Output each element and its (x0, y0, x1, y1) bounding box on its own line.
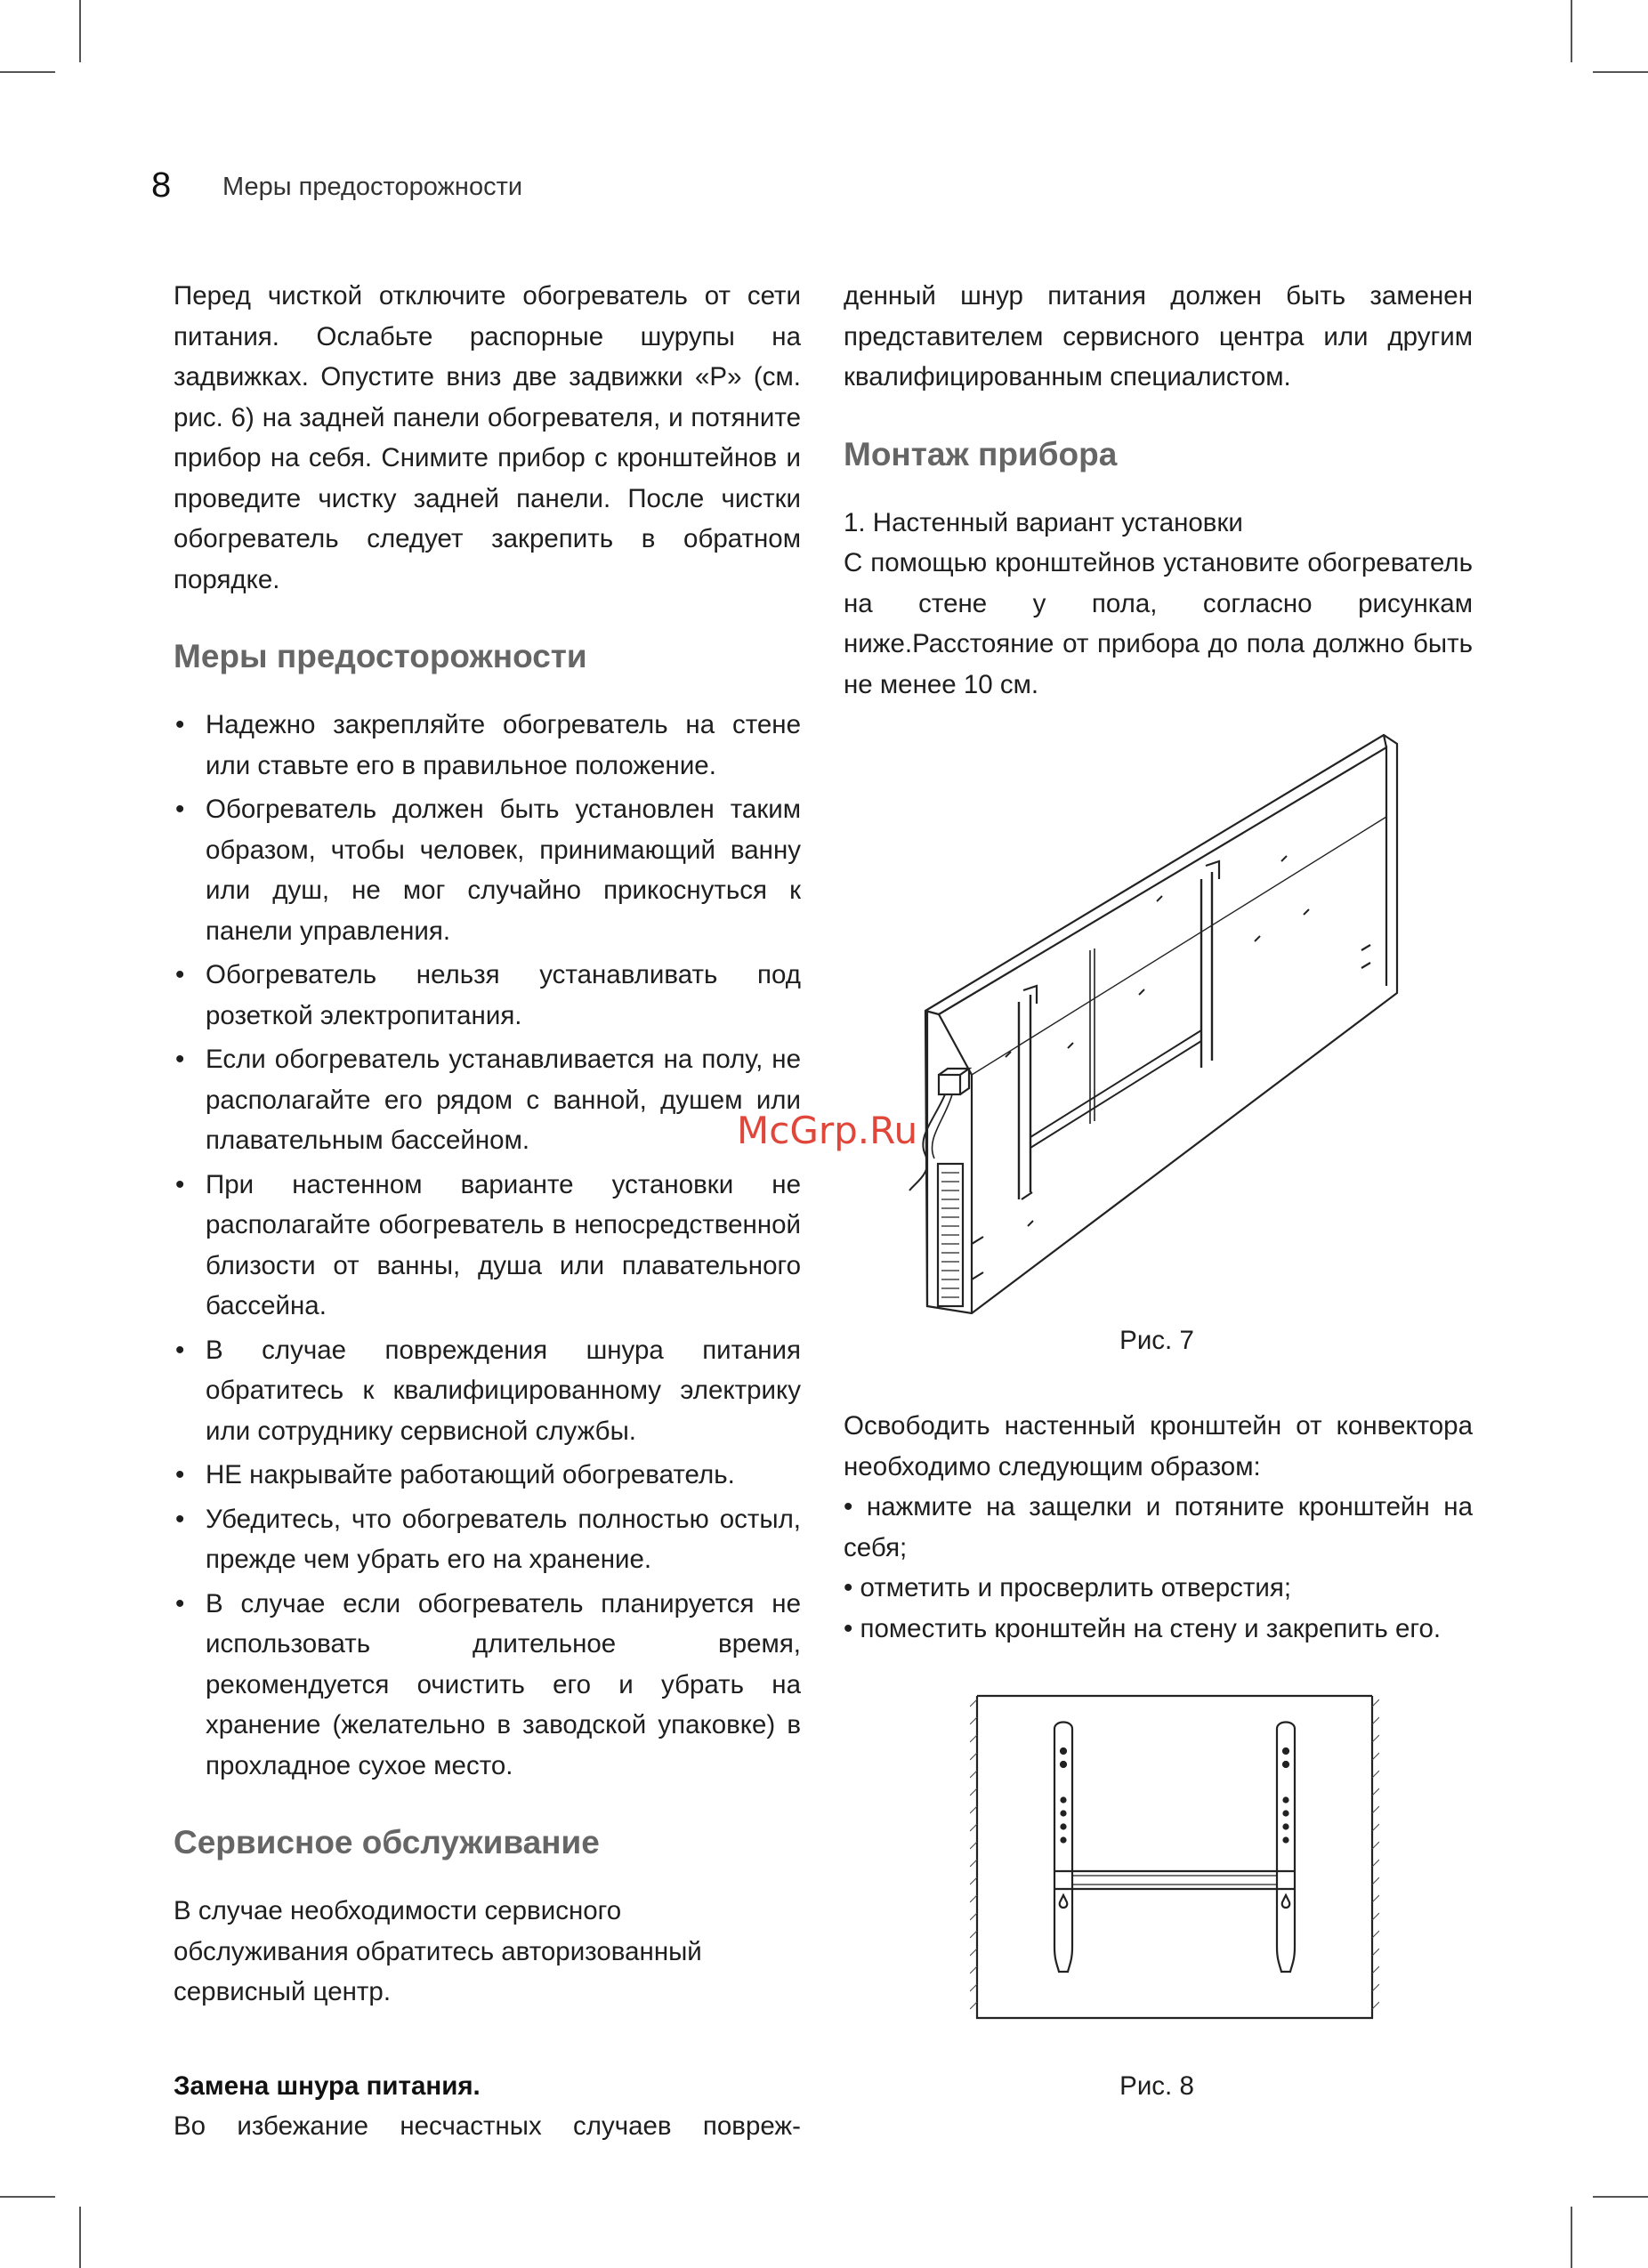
crop-mark (1571, 2207, 1572, 2268)
figure-7-caption: Рис. 7 (1119, 1326, 1194, 1355)
precautions-list (174, 705, 801, 1786)
list-item: • В случае если обогреватель планируется не использовать длительное время, рекомендуется очистить его и убрать на хранение (желательно в заводской упаковке) в прохладное сухое место. (174, 1584, 801, 1787)
crop-mark (79, 0, 81, 62)
list-item: • Обогреватель должен быть установлен таким образом, чтобы человек, принимающий ванну или душ, не мог случайно прикоснуться к панели управления. (174, 789, 801, 951)
crop-mark (79, 2207, 81, 2268)
crop-mark (0, 71, 55, 73)
release-step: • нажмите на защелки и потяните кронштейн на себя; (844, 1492, 1473, 1562)
heater-wall-mount-figure (899, 728, 1415, 1315)
release-paragraph: Освободить настенный кронштейн от конвектора необходимо следующим образом: (844, 1411, 1473, 1481)
crop-mark (0, 2196, 55, 2198)
service-heading: Сервисное обслуживание (174, 1824, 600, 1860)
cord-paragraph: Во избежание несчастных случаев повреж- (174, 2111, 801, 2141)
mount-heading: Монтаж прибора (844, 435, 1118, 472)
right-column (844, 276, 1473, 705)
cord-heading: Замена шнура питания. (174, 2070, 481, 2101)
release-step: • поместить кронштейн на стену и закрепить его. (844, 1613, 1442, 1643)
page-number: 8 (151, 165, 172, 205)
crop-mark (1571, 0, 1572, 62)
list-item: • В случае повреждения шнура питания обратитесь к квалифицированному электрику или сотруднику сервисной службы. (174, 1330, 801, 1452)
list-item: • Если обогреватель устанавливается на полу, не располагайте его рядом с ванной, душем или плавательным бассейном. (174, 1039, 801, 1161)
running-title: Меры предосторожности (222, 173, 523, 201)
watermark-text: McGrp.Ru (737, 1109, 918, 1152)
crop-mark (1593, 71, 1648, 73)
cord-paragraph-continued: денный шнур питания должен быть заменен представителем сервисного центра или другим квалифицированным специалистом. (844, 281, 1473, 391)
precautions-heading: Меры предосторожности (174, 638, 587, 674)
release-instructions (844, 1406, 1473, 1649)
crop-mark (1593, 2196, 1648, 2198)
mount-paragraph: С помощью кронштейнов установите обогреватель на стене у пола, согласно рисункам ниже.Расстояние от прибора до пола должно быть не менее 10 см. (844, 548, 1473, 699)
left-column (174, 276, 801, 2147)
release-step: • отметить и просверлить отверстия; (844, 1573, 1292, 1602)
mount-subheading: 1. Настенный вариант установки (844, 507, 1243, 537)
cleaning-paragraph: Перед чисткой отключите обогреватель от сети питания. Ослабьте распорные шурупы на задвижках. Опустите вниз две задвижки «P» (см. рис. 6) на задней панели обогревателя, и потяните прибор на себя. Снимите прибор с кронштейнов и проведите чистку задней панели. После чистки обогреватель следует закрепить в обратном порядке. (174, 281, 801, 594)
figure-8-caption: Рис. 8 (1119, 2071, 1194, 2101)
wall-bracket-figure (970, 1689, 1379, 2027)
list-item: • Надежно закрепляйте обогреватель на стене или ставьте его в правильное положение. (174, 705, 801, 786)
list-item: • Убедитесь, что обогреватель полностью остыл, прежде чем убрать его на хранение. (174, 1499, 801, 1580)
list-item: • При настенном варианте установки не располагайте обогреватель в непосредственной близости от ванны, душа или плавательного бассейна. (174, 1165, 801, 1327)
service-paragraph: В случае необходимости сервисного обслуживания обратитесь авторизованный сервисный центр. (174, 1896, 702, 2006)
list-item: • НЕ накрывайте работающий обогреватель. (174, 1455, 801, 1496)
list-item: • Обогреватель нельзя устанавливать под розеткой электропитания. (174, 955, 801, 1036)
